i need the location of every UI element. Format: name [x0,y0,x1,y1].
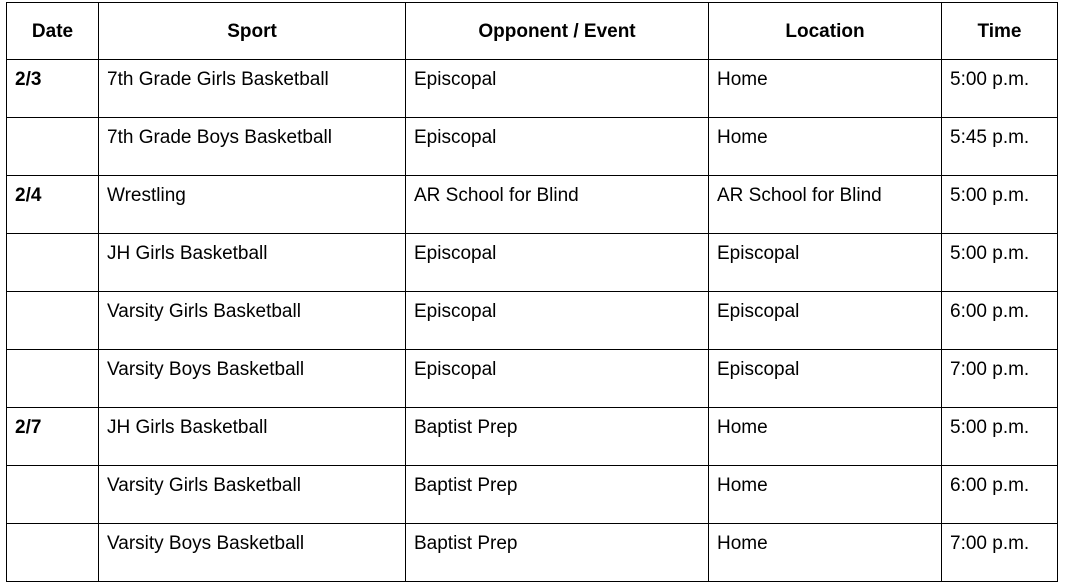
table-row [7,60,1058,118]
location-cell: Episcopal [709,350,942,408]
sport-cell: Varsity Boys Basketball [99,524,406,582]
sport-cell: JH Girls Basketball [99,408,406,466]
schedule-table-container [6,2,1058,582]
table-row [7,234,1058,292]
sport-cell: Varsity Girls Basketball [99,292,406,350]
opponent-cell: Episcopal [406,350,709,408]
date-cell [7,118,99,176]
location-cell: Home [709,524,942,582]
time-cell: 7:00 p.m. [942,524,1058,582]
date-cell: 2/7 [7,408,99,466]
table-row [7,292,1058,350]
sport-cell: 7th Grade Boys Basketball [99,118,406,176]
sport-cell: Wrestling [99,176,406,234]
opponent-cell: Baptist Prep [406,524,709,582]
opponent-cell: Episcopal [406,234,709,292]
date-cell [7,466,99,524]
opponent-cell: Episcopal [406,60,709,118]
time-cell: 6:00 p.m. [942,292,1058,350]
table-row [7,408,1058,466]
opponent-cell: AR School for Blind [406,176,709,234]
location-cell: Episcopal [709,292,942,350]
header-location: Location [709,3,942,60]
sport-cell: Varsity Girls Basketball [99,466,406,524]
date-cell [7,234,99,292]
date-cell: 2/3 [7,60,99,118]
header-date: Date [7,3,99,60]
location-cell: Episcopal [709,234,942,292]
time-cell: 5:00 p.m. [942,176,1058,234]
table-row [7,466,1058,524]
time-cell: 5:45 p.m. [942,118,1058,176]
opponent-cell: Episcopal [406,118,709,176]
opponent-cell: Baptist Prep [406,408,709,466]
location-cell: AR School for Blind [709,176,942,234]
header-row [7,3,1058,60]
table-row [7,350,1058,408]
time-cell: 5:00 p.m. [942,234,1058,292]
sport-cell: JH Girls Basketball [99,234,406,292]
table-row [7,176,1058,234]
sport-cell: 7th Grade Girls Basketball [99,60,406,118]
table-row [7,118,1058,176]
time-cell: 7:00 p.m. [942,350,1058,408]
date-cell [7,292,99,350]
location-cell: Home [709,60,942,118]
time-cell: 5:00 p.m. [942,60,1058,118]
opponent-cell: Baptist Prep [406,466,709,524]
time-cell: 6:00 p.m. [942,466,1058,524]
table-row [7,524,1058,582]
location-cell: Home [709,118,942,176]
time-cell: 5:00 p.m. [942,408,1058,466]
date-cell [7,524,99,582]
header-sport: Sport [99,3,406,60]
sport-cell: Varsity Boys Basketball [99,350,406,408]
opponent-cell: Episcopal [406,292,709,350]
location-cell: Home [709,408,942,466]
date-cell: 2/4 [7,176,99,234]
schedule-table [6,2,1058,582]
header-opponent: Opponent / Event [406,3,709,60]
location-cell: Home [709,466,942,524]
date-cell [7,350,99,408]
header-time: Time [942,3,1058,60]
